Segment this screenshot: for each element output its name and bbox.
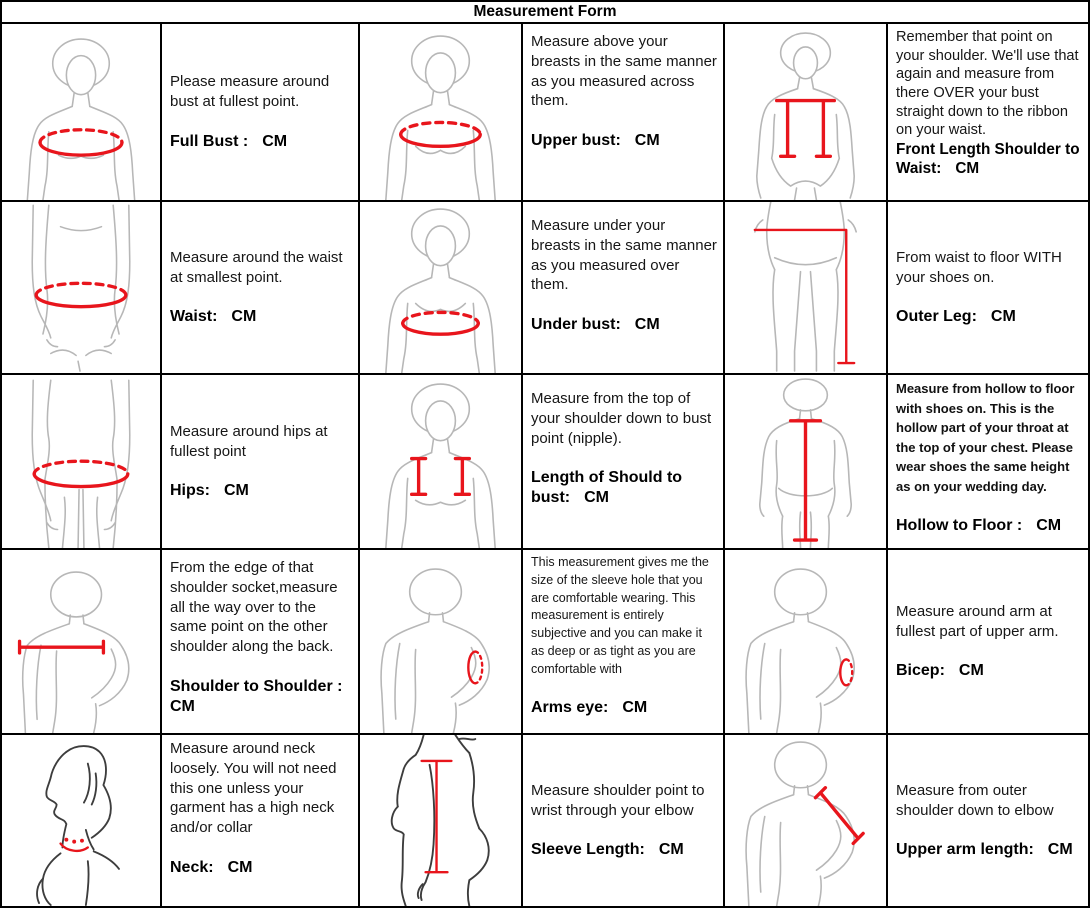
outer-leg-description: From waist to floor WITH your shoes on.	[896, 248, 1062, 286]
under-bust-label: Under bust:	[531, 316, 621, 334]
full-bust-description: Please measure around bust at fullest point.	[170, 73, 330, 110]
shoulder-to-shoulder-figure-cell	[2, 550, 162, 735]
upper-bust-figure-cell	[360, 24, 523, 202]
outer-leg-label: Outer Leg:	[896, 308, 977, 326]
upper-bust-instructions	[523, 24, 725, 202]
outer-leg-figure-cell	[725, 202, 888, 375]
upper-arm-length-description: Measure from outer shoulder down to elbow	[896, 781, 1054, 819]
shoulder-to-shoulder-label-row	[170, 677, 352, 717]
hollow-to-floor-figure	[725, 375, 886, 548]
shoulder-to-bust-unit: CM	[584, 489, 609, 507]
hips-figure	[2, 375, 160, 548]
neck-unit: CM	[227, 858, 253, 876]
neck-instructions	[162, 735, 360, 906]
waist-figure	[2, 202, 160, 373]
sleeve-length-instructions	[523, 735, 725, 906]
arms-eye-description: This measurement gives me the size of the sleeve hole that you are comfortable wearing. This measurement is entirely subjective and you can make it as deep or as tight as you are comfortable with	[531, 555, 709, 676]
shoulder-to-shoulder-instructions	[162, 550, 360, 735]
shoulder-to-bust-label-row	[531, 468, 717, 508]
full-bust-unit: CM	[262, 132, 288, 150]
full-bust-figure-cell	[2, 24, 162, 202]
upper-arm-length-figure	[725, 735, 886, 906]
hips-label: Hips:	[170, 482, 210, 500]
outer-leg-unit: CM	[990, 308, 1016, 326]
upper-arm-length-instructions	[888, 735, 1088, 906]
hollow-to-floor-figure-cell	[725, 375, 888, 550]
arms-eye-unit: CM	[622, 699, 648, 717]
form-title: Measurement Form	[2, 2, 1088, 24]
under-bust-figure-cell	[360, 202, 523, 375]
hips-instructions	[162, 375, 360, 550]
neck-label-row	[170, 858, 352, 878]
full-bust-label: Full Bust :	[170, 132, 249, 150]
hips-unit: CM	[224, 482, 249, 500]
neck-label: Neck:	[170, 858, 214, 876]
shoulder-to-bust-figure-cell	[360, 375, 523, 550]
sleeve-length-description: Measure shoulder point to wrist through your elbow	[531, 781, 705, 819]
arms-eye-figure-cell	[360, 550, 523, 735]
front-length-instructions	[888, 24, 1088, 202]
waist-unit: CM	[231, 308, 257, 326]
waist-label-row	[170, 307, 352, 327]
arms-eye-label-row	[531, 698, 717, 718]
hips-label-row	[170, 481, 352, 501]
full-bust-label-row	[170, 132, 352, 152]
waist-description: Measure around the waist at smallest point.	[170, 248, 343, 286]
front-length-figure-cell	[725, 24, 888, 202]
sleeve-length-label: Sleeve Length:	[531, 841, 645, 859]
upper-bust-unit: CM	[634, 132, 660, 150]
shoulder-to-bust-description: Measure from the top of your shoulder down to bust point (nipple).	[531, 390, 712, 447]
upper-bust-figure	[360, 24, 521, 200]
sleeve-length-unit: CM	[658, 841, 684, 859]
upper-bust-label-row	[531, 131, 717, 151]
hollow-to-floor-label-row	[896, 516, 1082, 536]
bicep-label-row	[896, 661, 1082, 681]
upper-arm-length-figure-cell	[725, 735, 888, 906]
upper-arm-length-label: Upper arm length:	[896, 841, 1034, 859]
under-bust-instructions	[523, 202, 725, 375]
hollow-to-floor-label: Hollow to Floor :	[896, 517, 1023, 534]
bicep-instructions	[888, 550, 1088, 735]
shoulder-to-shoulder-unit: CM	[170, 697, 195, 715]
hips-description: Measure around hips at fullest point	[170, 422, 328, 460]
upper-bust-description: Measure above your breasts in the same manner as you measured across them.	[531, 33, 717, 110]
bicep-figure	[725, 550, 886, 733]
hollow-to-floor-unit: CM	[1036, 517, 1062, 534]
bicep-label: Bicep:	[896, 662, 945, 680]
under-bust-label-row	[531, 315, 717, 335]
front-length-shoulder-to-waist-figure	[725, 24, 886, 200]
neck-description: Measure around neck loosely. You will not need this one unless your garment has a high neck and/or collar	[170, 740, 337, 837]
shoulder-to-bust-figure	[360, 375, 521, 548]
hollow-to-floor-description: Measure from hollow to floor with shoes on. This is the hollow part of your throat at the top of your chest. Please wear shoes the same height as on your wedding day.	[896, 381, 1075, 494]
shoulder-to-shoulder-description: From the edge of that shoulder socket,measure all the way over to the same point on the other shoulder along the back.	[170, 559, 338, 656]
bicep-unit: CM	[958, 662, 984, 680]
outer-leg-label-row	[896, 307, 1082, 327]
full-bust-figure	[2, 24, 160, 200]
front-length-label-row	[896, 140, 1082, 178]
sleeve-length-figure-cell	[360, 735, 523, 906]
waist-figure-cell	[2, 202, 162, 375]
shoulder-to-shoulder-figure	[2, 550, 160, 733]
bicep-figure-cell	[725, 550, 888, 735]
shoulder-to-bust-instructions	[523, 375, 725, 550]
hollow-to-floor-instructions	[888, 375, 1088, 550]
waist-instructions	[162, 202, 360, 375]
upper-arm-length-label-row	[896, 840, 1082, 860]
neck-figure-cell	[2, 735, 162, 906]
sleeve-length-figure	[360, 735, 521, 906]
under-bust-unit: CM	[634, 316, 660, 334]
under-bust-description: Measure under your breasts in the same manner as you measured over them.	[531, 217, 717, 294]
sleeve-length-label-row	[531, 840, 717, 860]
upper-arm-length-unit: CM	[1047, 841, 1073, 859]
under-bust-figure	[360, 202, 521, 373]
front-length-label: Front Length Shoulder to Waist:	[896, 141, 1080, 178]
shoulder-to-shoulder-label: Shoulder to Shoulder :	[170, 677, 343, 695]
outer-leg-figure	[725, 202, 886, 373]
full-bust-instructions	[162, 24, 360, 202]
upper-bust-label: Upper bust:	[531, 132, 621, 150]
neck-figure	[2, 735, 160, 906]
arms-eye-instructions	[523, 550, 725, 735]
front-length-description: Remember that point on your shoulder. We'll use that again and measure from there OVER your bust straight down to the ribbon on your waist.	[896, 29, 1079, 139]
outer-leg-instructions	[888, 202, 1088, 375]
arms-eye-figure	[360, 550, 521, 733]
waist-label: Waist:	[170, 308, 218, 326]
shoulder-to-bust-label: Length of Should to bust:	[531, 469, 683, 507]
bicep-description: Measure around arm at fullest part of upper arm.	[896, 602, 1059, 640]
hips-figure-cell	[2, 375, 162, 550]
front-length-unit: CM	[955, 160, 980, 178]
arms-eye-label: Arms eye:	[531, 699, 609, 717]
